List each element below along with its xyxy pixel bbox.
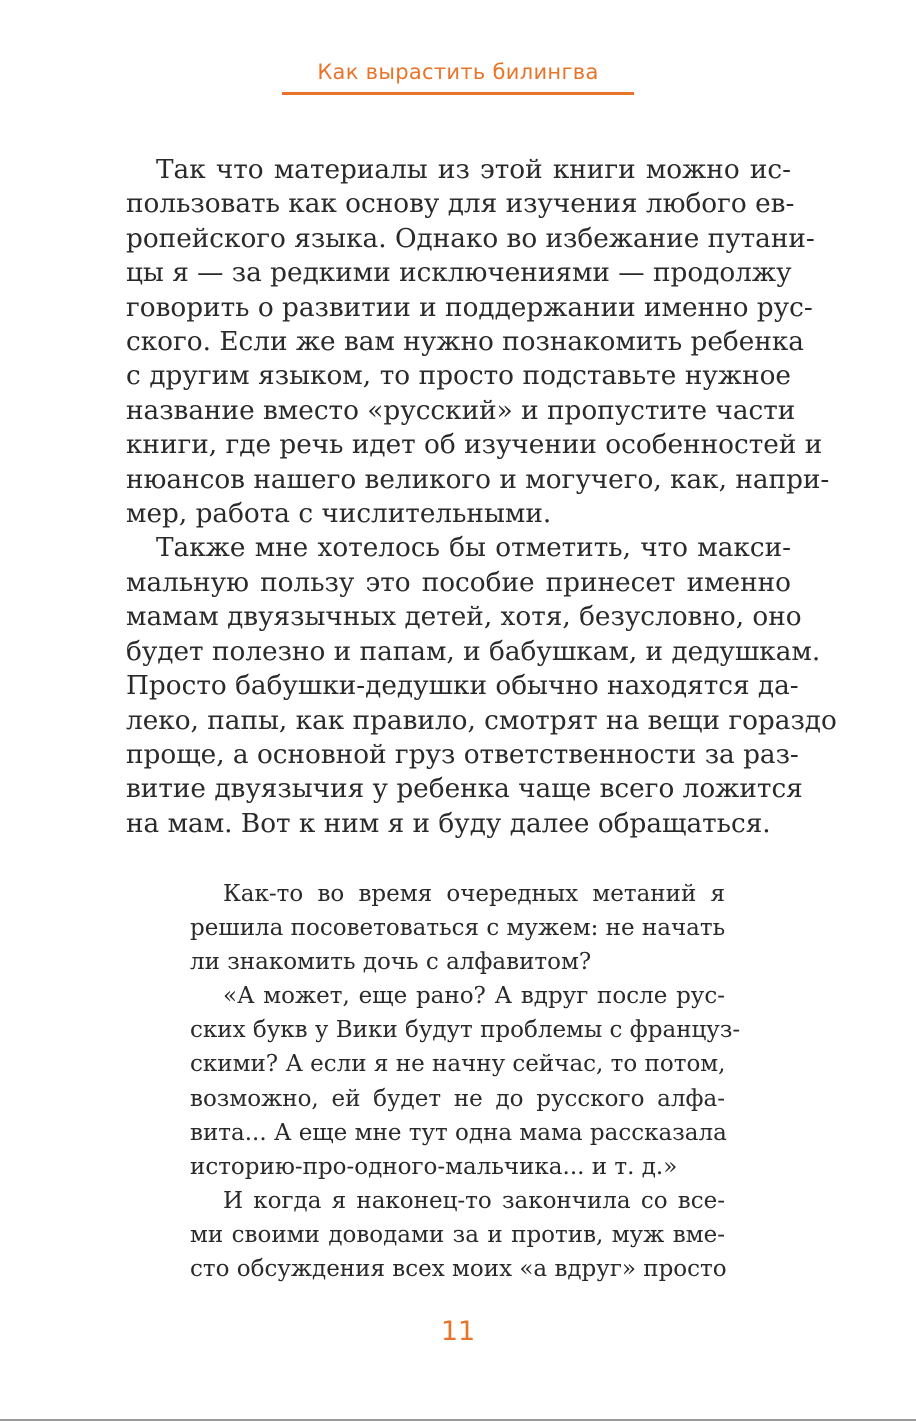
running-header-title: Как вырастить билингва [317,60,599,84]
paragraph-line: мамам двуязычных детей, хотя, безусловно, оно [126,602,802,633]
story-line: историю-про-одного-мальчика... и т. д.» [190,1153,678,1180]
story-line: вита... А еще мне тут одна мама рассказала [190,1119,727,1146]
main-text-block [126,153,837,841]
paragraph-line: нюансов нашего великого и могучего, как, напри- [126,464,830,495]
story-line: возможно, ей будет не до русского алфа- [190,1085,725,1112]
paragraph-line: ропейского языка. Однако во избежание путани- [126,223,815,254]
personal-story-block [190,877,741,1286]
paragraph-line: с другим языком, то просто подставьте нужное [126,361,791,392]
story-line: сто обсуждения всех моих «а вдруг» просто [190,1256,727,1283]
story-line: «А может, еще рано? А вдруг после рус- [223,983,725,1010]
story-line: ми своими доводами за и против, муж вме- [190,1221,725,1248]
story-line: ских букв у Вики будут проблемы с француз- [190,1017,741,1044]
story-line: решила посоветоваться с мужем: не начать [190,915,726,942]
story-line: ли знакомить дочь с алфавитом? [190,949,592,976]
paragraph-line: Также мне хотелось бы отметить, что макси- [156,533,791,564]
paragraph-line: витие двуязычия у ребенка чаще всего ложится [126,774,803,805]
paragraph-line: леко, папы, как правило, смотрят на вещи гораздо [126,705,837,736]
paragraph-line: говорить о развитии и поддержании именно рус- [126,292,813,323]
story-line: Как-то во время очередных метаний я [223,881,725,907]
paragraph-line: мер, работа с числительными. [126,499,552,530]
paragraph-line: будет полезно и папам, и бабушкам, и дедушкам. [126,636,821,667]
paragraph-line: на мам. Вот к ним я и буду далее обращаться. [126,808,771,839]
paragraph-line: Так что материалы из этой книги можно ис- [156,155,791,185]
page-bottom-divider [0,1419,916,1421]
paragraph-line: пользовать как основу для изучения любого ев- [126,189,795,220]
story-line: И когда я наконец-то закончила со все- [223,1187,725,1214]
paragraph-line: название вместо «русский» и пропустите части [126,395,796,426]
header-underline [282,92,634,95]
paragraph-line: проще, а основной груз ответственности за раз- [126,739,799,770]
page-number: 11 [440,1316,476,1347]
paragraph-line: книги, где речь идет об изучении особенностей и [126,430,823,461]
paragraph-line: Просто бабушки-дедушки обычно находятся да- [126,671,799,702]
paragraph-line: ского. Если же вам нужно познакомить ребенка [126,327,804,358]
paragraph-line: цы я — за редкими исключениями — продолжу [126,258,792,289]
paragraph-line: мальную пользу это пособие принесет именно [126,567,791,598]
story-line: скими? А если я не начну сейчас, то потом, [190,1051,726,1078]
